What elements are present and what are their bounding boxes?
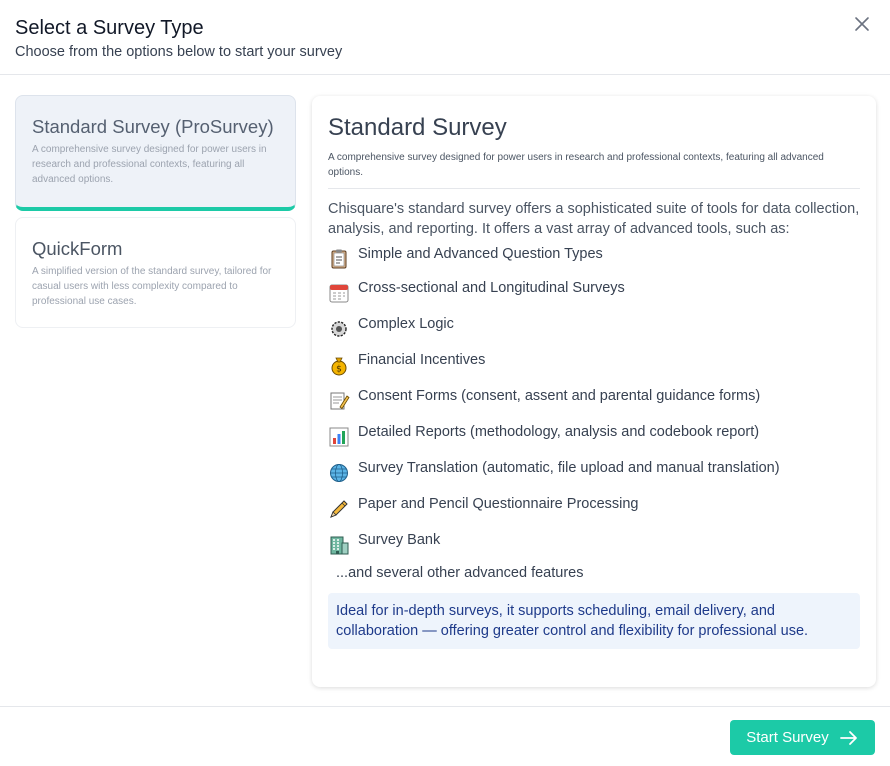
feature-item [328,307,860,343]
money-bag-icon [328,354,350,376]
gear-icon [328,318,350,340]
office-building-icon [328,534,350,556]
option-card-quickform[interactable] [15,217,296,328]
arrow-right-icon [839,730,859,746]
svg-text:$: $ [336,364,342,375]
calendar-icon [328,282,350,304]
pencil-icon [328,498,350,520]
globe-icon [328,462,350,484]
start-survey-label: Start Survey [746,729,829,746]
memo-icon [328,390,350,412]
survey-detail-panel [312,96,876,687]
feature-item [328,379,860,415]
feature-label: Financial Incentives [358,352,486,368]
feature-item [328,239,860,271]
clipboard-icon [328,248,350,270]
detail-intro: Chisquare's standard survey offers a sophisticated suite of tools for data collection, analysis, and reporting. It offers a vast array of advanced tools, such as: [328,201,860,237]
info-note: Ideal for in-depth surveys, it supports scheduling, email delivery, and collaboration — offering greater control and flexibility for professional use. [328,593,860,649]
feature-label: Paper and Pencil Questionnaire Processing [358,496,639,512]
feature-label: Simple and Advanced Question Types [358,246,603,262]
feature-label: Detailed Reports (methodology, analysis and codebook report) [358,424,760,440]
option-card-standard-survey[interactable] [15,95,296,211]
start-survey-button[interactable] [730,720,875,755]
bar-chart-icon [328,426,350,448]
feature-item [328,523,860,559]
close-icon[interactable] [852,14,872,34]
survey-type-list [15,95,296,328]
option-title: Standard Survey (ProSurvey) [32,116,274,137]
feature-list [328,239,860,559]
dialog-title: Select a Survey Type [15,17,204,39]
dialog-footer [0,706,890,766]
feature-label: Cross-sectional and Longitudinal Surveys [358,280,625,296]
feature-label: Survey Translation (automatic, file upload and manual translation) [358,460,780,476]
feature-label: Survey Bank [358,532,441,548]
feature-item [328,271,860,307]
option-description: A simplified version of the standard survey, tailored for casual users with less complexity compared to professional use cases. [32,266,272,307]
dialog-subtitle: Choose from the options below to start your survey [15,44,343,60]
feature-item [328,451,860,487]
detail-subtitle: A comprehensive survey designed for power users in research and professional contexts, featuring all advanced options. [328,150,860,189]
option-title: QuickForm [32,238,123,259]
feature-item [328,415,860,451]
feature-label: Consent Forms (consent, assent and parental guidance forms) [358,388,761,404]
detail-title: Standard Survey [328,114,507,141]
more-features-text: ...and several other advanced features [336,565,584,581]
option-description: A comprehensive survey designed for power users in research and professional contexts, featuring all advanced options. [32,144,267,185]
dialog-header [0,0,890,75]
feature-label: Complex Logic [358,316,454,332]
feature-item [328,487,860,523]
feature-item [328,343,860,379]
